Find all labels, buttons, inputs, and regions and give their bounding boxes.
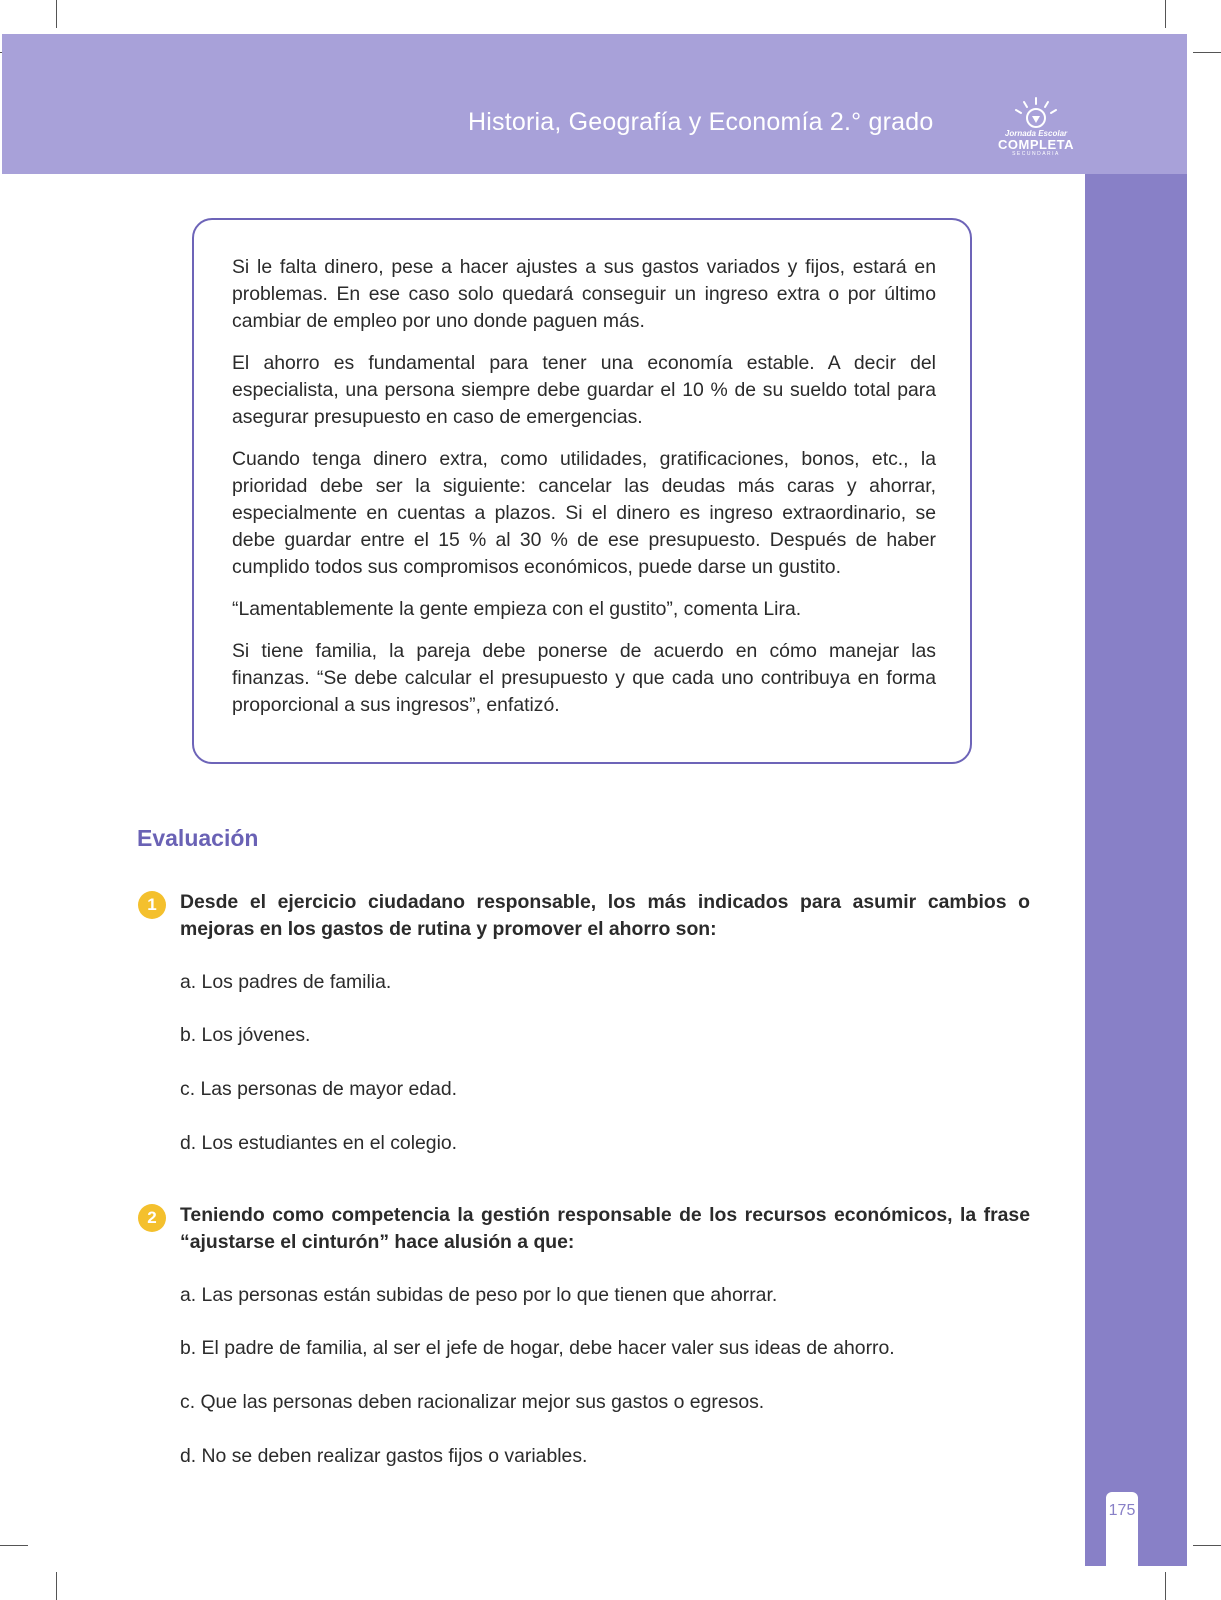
side-band (1085, 174, 1187, 1566)
crop-mark (1193, 1545, 1221, 1546)
answer-option[interactable]: d. No se deben realizar gastos fijos o variables. (180, 1445, 588, 1467)
logo-top-text: Jornada Escolar (1004, 129, 1068, 138)
crop-mark (0, 1545, 28, 1546)
page-number: 175 (1108, 1502, 1136, 1519)
reading-paragraph: Cuando tenga dinero extra, como utilidades, gratificaciones, bonos, etc., la prioridad debe ser la siguiente: cancelar las deudas más caras y ahorrar, especialmente en cuentas a plazos. Si el dinero es ingreso extraordinario, se debe guardar entre el 15 % al 30 % de ese presupuesto. Después de haber cumplido todos sus compromisos económicos, puede darse un gustito. (232, 448, 936, 578)
answer-option[interactable]: c. Las personas de mayor edad. (180, 1078, 458, 1100)
question-text: Teniendo como competencia la gestión responsable de los recursos económicos, la frase “ajustarse el cinturón” hace alusión a que: (180, 1204, 1030, 1253)
crop-mark (1165, 1572, 1166, 1600)
reading-paragraph: “Lamentablemente la gente empieza con el gustito”, comenta Lira. (232, 598, 802, 620)
crop-mark (56, 1572, 57, 1600)
logo-sub-text: SECUNDARIA (1012, 151, 1060, 157)
reading-text (232, 254, 936, 734)
answer-option[interactable]: b. El padre de familia, al ser el jefe de hogar, debe hacer valer sus ideas de ahorro. (180, 1337, 895, 1359)
reading-paragraph: Si le falta dinero, pese a hacer ajustes a sus gastos variados y fijos, estará en problemas. En ese caso solo quedará conseguir un ingreso extra o por último cambiar de empleo por uno donde paguen más. (232, 256, 936, 332)
section-heading: Evaluación (137, 825, 259, 851)
sun-icon (996, 96, 1076, 132)
school-logo (996, 96, 1076, 156)
crop-mark (56, 0, 57, 28)
reading-paragraph: Si tiene familia, la pareja debe ponerse de acuerdo en cómo manejar las finanzas. “Se debe calcular el presupuesto y que cada uno contribuya en forma proporcional a sus ingresos”, enfatizó. (232, 640, 936, 716)
question-number-badge: 1 (138, 891, 166, 919)
answer-option[interactable]: a. Los padres de familia. (180, 971, 392, 993)
answer-option[interactable]: b. Los jóvenes. (180, 1024, 311, 1046)
crop-mark (1165, 0, 1166, 28)
page-title: Historia, Geografía y Economía 2.° grado (468, 108, 934, 136)
answer-option[interactable]: c. Que las personas deben racionalizar mejor sus gastos o egresos. (180, 1391, 765, 1413)
question-number-badge: 2 (138, 1204, 166, 1232)
answer-option[interactable]: a. Las personas están subidas de peso por lo que tienen que ahorrar. (180, 1284, 778, 1306)
crop-mark (1193, 52, 1221, 53)
answer-option[interactable]: d. Los estudiantes en el colegio. (180, 1132, 458, 1154)
logo-main-text: COMPLETA (998, 137, 1074, 152)
reading-paragraph: El ahorro es fundamental para tener una economía estable. A decir del especialista, una persona siempre debe guardar el 10 % de su sueldo total para asegurar presupuesto en caso de emergencias. (232, 352, 936, 428)
question-text: Desde el ejercicio ciudadano responsable, los más indicados para asumir cambios o mejoras en los gastos de rutina y promover el ahorro son: (180, 891, 1030, 940)
